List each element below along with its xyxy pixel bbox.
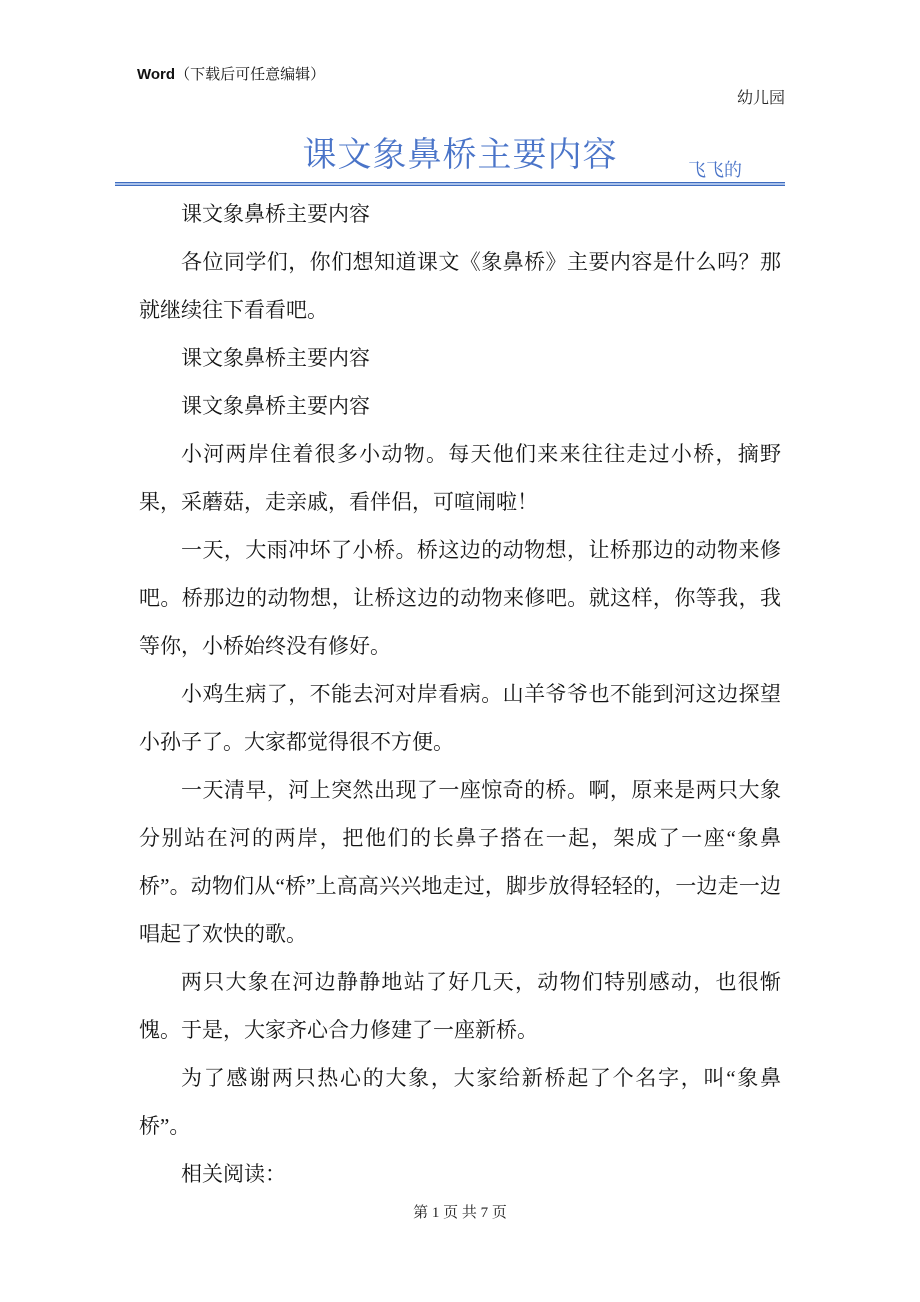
paragraph: 课文象鼻桥主要内容 (181, 346, 370, 370)
paragraph: 一天，大雨冲坏了小桥。桥这边的动物想，让桥那边的动物来修吧。桥那边的动物想，让桥这边的动物来修吧。就这样，你等我，我等你，小桥始终没有修好。 (139, 538, 781, 658)
paragraph: 课文象鼻桥主要内容 (181, 394, 370, 418)
document-body (139, 190, 781, 1198)
header-right-label: 幼儿园 (736, 90, 785, 107)
paragraph: 各位同学们，你们想知道课文《象鼻桥》主要内容是什么吗？那就继续往下看看吧。 (139, 250, 781, 322)
header-brand-label: Word (137, 66, 176, 83)
paragraph: 相关阅读： (181, 1162, 286, 1186)
paragraph: 小河两岸住着很多小动物。每天他们来来往往走过小桥，摘野果，采蘑菇，走亲戚，看伴侣，可喧闹啦！ (139, 442, 781, 514)
document-title: 课文象鼻桥主要内容 (302, 136, 618, 174)
paragraph: 小鸡生病了，不能去河对岸看病。山羊爷爷也不能到河这边探望小孙子了。大家都觉得很不方便。 (139, 682, 781, 754)
paragraph: 一天清早，河上突然出现了一座惊奇的桥。啊，原来是两只大象分别站在河的两岸，把他们的长鼻子搭在一起，架成了一座“象鼻桥”。动物们从“桥”上高高兴兴地走过，脚步放得轻轻的，一边走一边唱起了欢快的歌。 (139, 778, 781, 946)
header-note-label: （下载后可任意编辑） (175, 67, 326, 83)
paragraph: 为了感谢两只热心的大象，大家给新桥起了个名字，叫“象鼻桥”。 (139, 1066, 781, 1138)
paragraph: 两只大象在河边静静地站了好几天，动物们特别感动，也很惭愧。于是，大家齐心合力修建了一座新桥。 (139, 970, 781, 1042)
header-left (137, 64, 325, 86)
title-divider-rule (115, 182, 785, 186)
byline: 飞飞的 (688, 160, 742, 180)
page-number-footer: 第 1 页 共 7 页 (413, 1205, 507, 1221)
paragraph: 课文象鼻桥主要内容 (181, 202, 370, 226)
